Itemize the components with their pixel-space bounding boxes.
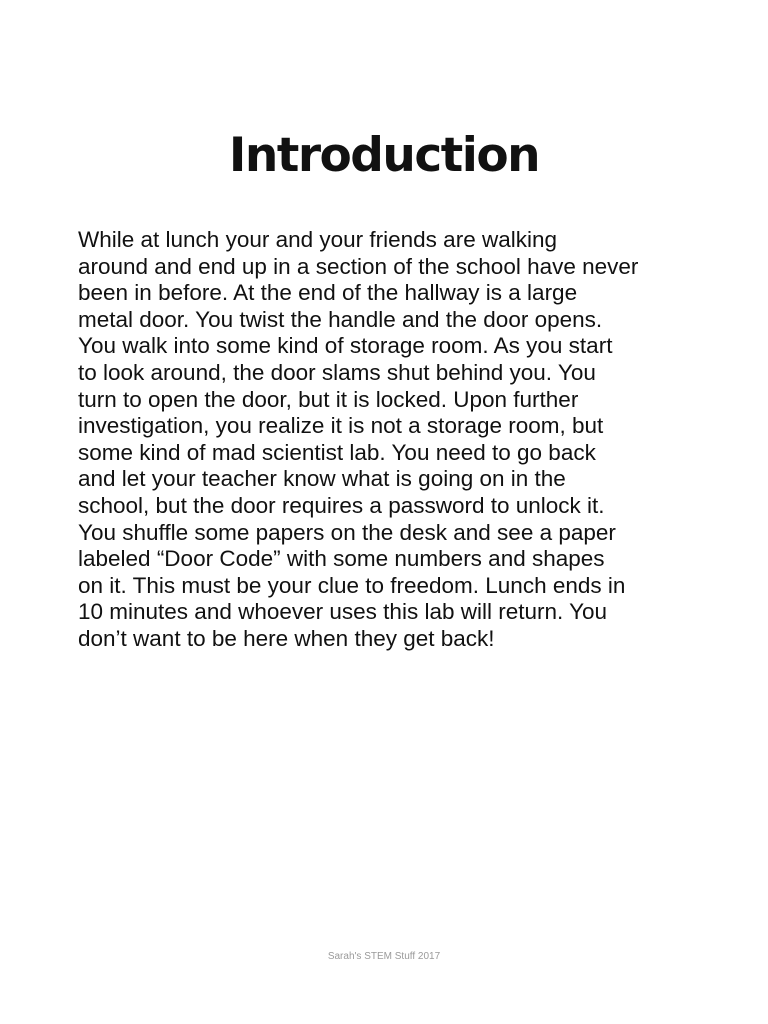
paragraph-line: school, but the door requires a password to unlock it. (78, 492, 605, 518)
paragraph-line: While at lunch your and your friends are walking (78, 227, 557, 252)
paragraph-line: don’t want to be here when they get back! (78, 625, 495, 651)
paragraph-line: 10 minutes and whoever uses this lab will return. You (78, 599, 608, 625)
paragraph-line: turn to open the door, but it is locked. Upon further (78, 386, 579, 412)
paragraph-line: You shuffle some papers on the desk and see a paper (78, 519, 616, 545)
footer-credit: Sarah's STEM Stuff 2017 (327, 951, 441, 962)
paragraph-line: around and end up in a section of the school have never (78, 253, 639, 279)
paragraph-line: You walk into some kind of storage room. As you start (78, 333, 613, 359)
introduction-paragraph (78, 227, 718, 653)
paragraph-line: metal door. You twist the handle and the door opens. (78, 306, 603, 332)
paragraph-line: labeled “Door Code” with some numbers and shapes (78, 546, 605, 572)
paragraph-line: to look around, the door slams shut behind you. You (78, 359, 596, 385)
paragraph-line: some kind of mad scientist lab. You need to go back (78, 439, 596, 465)
paragraph-line: on it. This must be your clue to freedom. Lunch ends in (78, 572, 626, 598)
paragraph-line: investigation, you realize it is not a storage room, but (78, 413, 604, 439)
page-title: Introduction (228, 128, 540, 183)
paragraph-line: and let your teacher know what is going on in the (78, 466, 566, 492)
paragraph-line: been in before. At the end of the hallway is a large (78, 280, 578, 306)
